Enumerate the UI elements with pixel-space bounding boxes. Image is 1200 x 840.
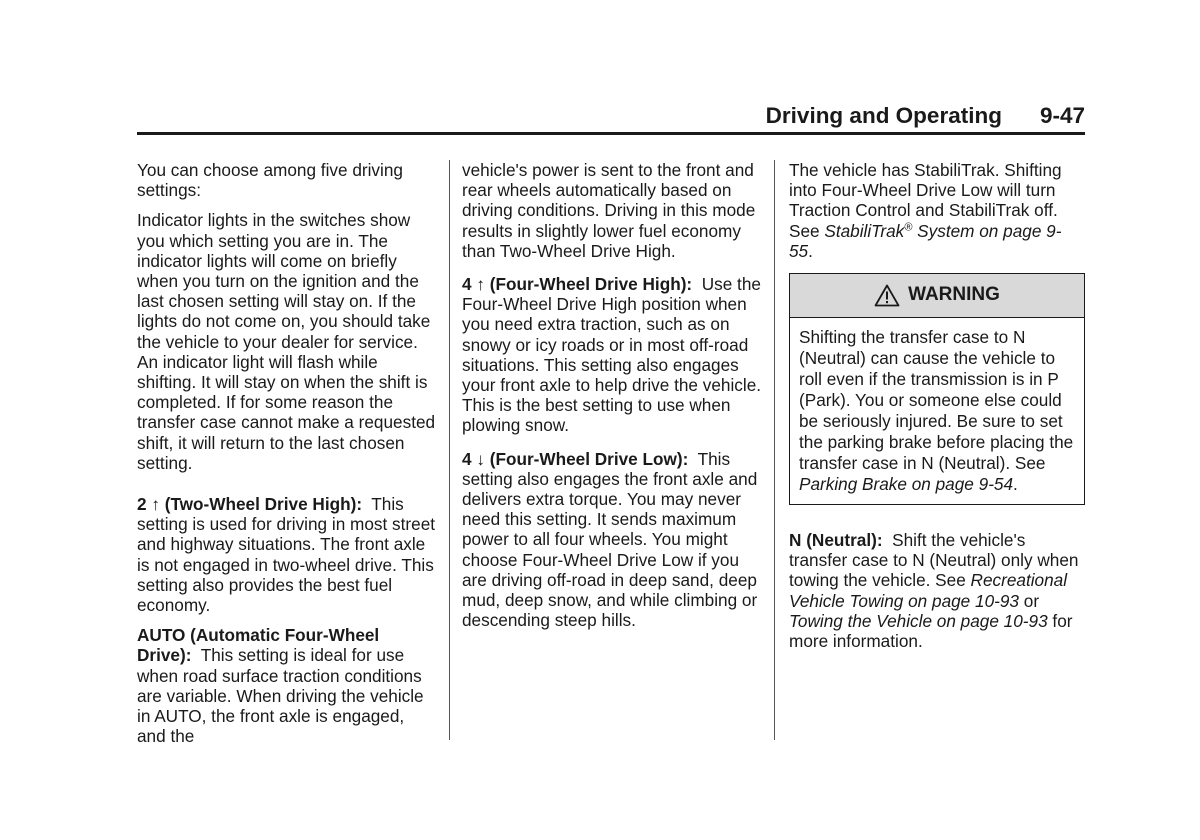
- warning-body: [790, 318, 1084, 504]
- column-divider: [449, 160, 450, 740]
- arrow-up-icon: ↑: [151, 494, 160, 515]
- reference-text: StabiliTrak: [824, 220, 905, 241]
- section-title: Driving and Operating: [765, 103, 1002, 128]
- reference-text: System on page 9-55: [789, 220, 1062, 261]
- setting-number: 4: [462, 274, 472, 295]
- setting-text: This setting also engages the front axle and delivers extra torque. You may never need this setting. It sends maximum power to all four wheels. You might choose Four-Wheel Drive Low if you are driving off-road in deep sand, deep mud, deep snow, and while climbing or descending steep hills.: [462, 448, 758, 631]
- paragraph: vehicle's power is sent to the front and rear wheels automatically based on driving conditions. Driving in this mode results in slightly lower fuel economy than Two-Wheel Drive High.: [462, 160, 756, 261]
- warning-triangle-icon: [874, 284, 900, 307]
- paragraph-text: .: [808, 240, 813, 261]
- paragraph: [137, 494, 437, 615]
- arrow-up-icon: ↑: [476, 274, 485, 295]
- paragraph: [789, 530, 1085, 651]
- warning-title: WARNING: [908, 284, 1000, 306]
- page-number: 9-47: [1039, 103, 1085, 128]
- paragraph: [462, 449, 762, 631]
- setting-label: N (Neutral):: [789, 530, 883, 551]
- cross-reference: Towing the Vehicle on page 10-93: [789, 610, 1048, 631]
- cross-reference: Parking Brake on page 9-54: [799, 474, 1014, 495]
- paragraph: [789, 160, 1085, 261]
- setting-number: 4: [462, 448, 472, 469]
- column-1: [137, 160, 437, 756]
- paragraph-text: or: [1018, 590, 1040, 611]
- arrow-down-icon: ↓: [476, 448, 485, 469]
- paragraph-text: The vehicle has StabiliTrak. Shifting into Four-Wheel Drive Low will turn Traction Control and StabiliTrak off. See: [789, 160, 1062, 241]
- column-divider: [774, 160, 775, 740]
- page-header: [137, 100, 1085, 135]
- column-2: [462, 160, 762, 640]
- warning-box: [789, 273, 1085, 505]
- setting-label: AUTO (Automatic Four-Wheel Drive):: [137, 625, 380, 666]
- column-3: [789, 160, 1085, 661]
- cross-reference: [789, 221, 1061, 261]
- setting-text: Use the Four-Wheel Drive High position when you need extra traction, such as on snowy or icy roads or in most off-road situations. This setting also engages your front axle to help drive the vehicle. This is the best setting to use when plowing snow.: [462, 274, 762, 436]
- paragraph: Indicator lights in the switches show you which setting you are in. The indicator lights will come on briefly when you turn on the ignition and the last chosen setting will stay on. If the lights do not come on, you should take the vehicle to your dealer for service. An indicator light will flash while shifting. It will stay on when the shift is completed. If for some reason the transfer case cannot make a requested shift, it will return to the last chosen setting.: [137, 210, 436, 473]
- setting-label: (Four-Wheel Drive Low):: [489, 448, 689, 469]
- setting-text: This setting is used for driving in most street and highway situations. The front axle is not engaged in two-wheel drive. This setting also provides the best fuel economy.: [137, 494, 436, 616]
- setting-text: This setting is ideal for use when road surface traction conditions are variable. When driving the vehicle in AUTO, the front axle is engaged, and the: [137, 645, 424, 747]
- setting-label: (Four-Wheel Drive High):: [489, 274, 693, 295]
- warning-text: .: [1013, 474, 1018, 495]
- warning-header: [790, 274, 1084, 318]
- paragraph: [137, 625, 437, 746]
- paragraph: You can choose among five driving settings:: [137, 160, 403, 201]
- registered-mark: ®: [904, 220, 913, 233]
- paragraph-text: Shift the vehicle's transfer case to N (Neutral) only when towing the vehicle. See: [789, 530, 1079, 591]
- cross-reference: Recreational Vehicle Towing on page 10-93: [789, 570, 1068, 611]
- setting-label: (Two-Wheel Drive High):: [164, 494, 363, 515]
- warning-text: Shifting the transfer case to N (Neutral) can cause the vehicle to roll even if the transmission is in P (Park). You or someone else could be seriously injured. Be sure to set the parking brake before placing the transfer case in N (Neutral). See: [799, 327, 1074, 474]
- paragraph: [462, 274, 762, 436]
- paragraph-text: for more information.: [789, 610, 1073, 652]
- setting-number: 2: [137, 494, 147, 515]
